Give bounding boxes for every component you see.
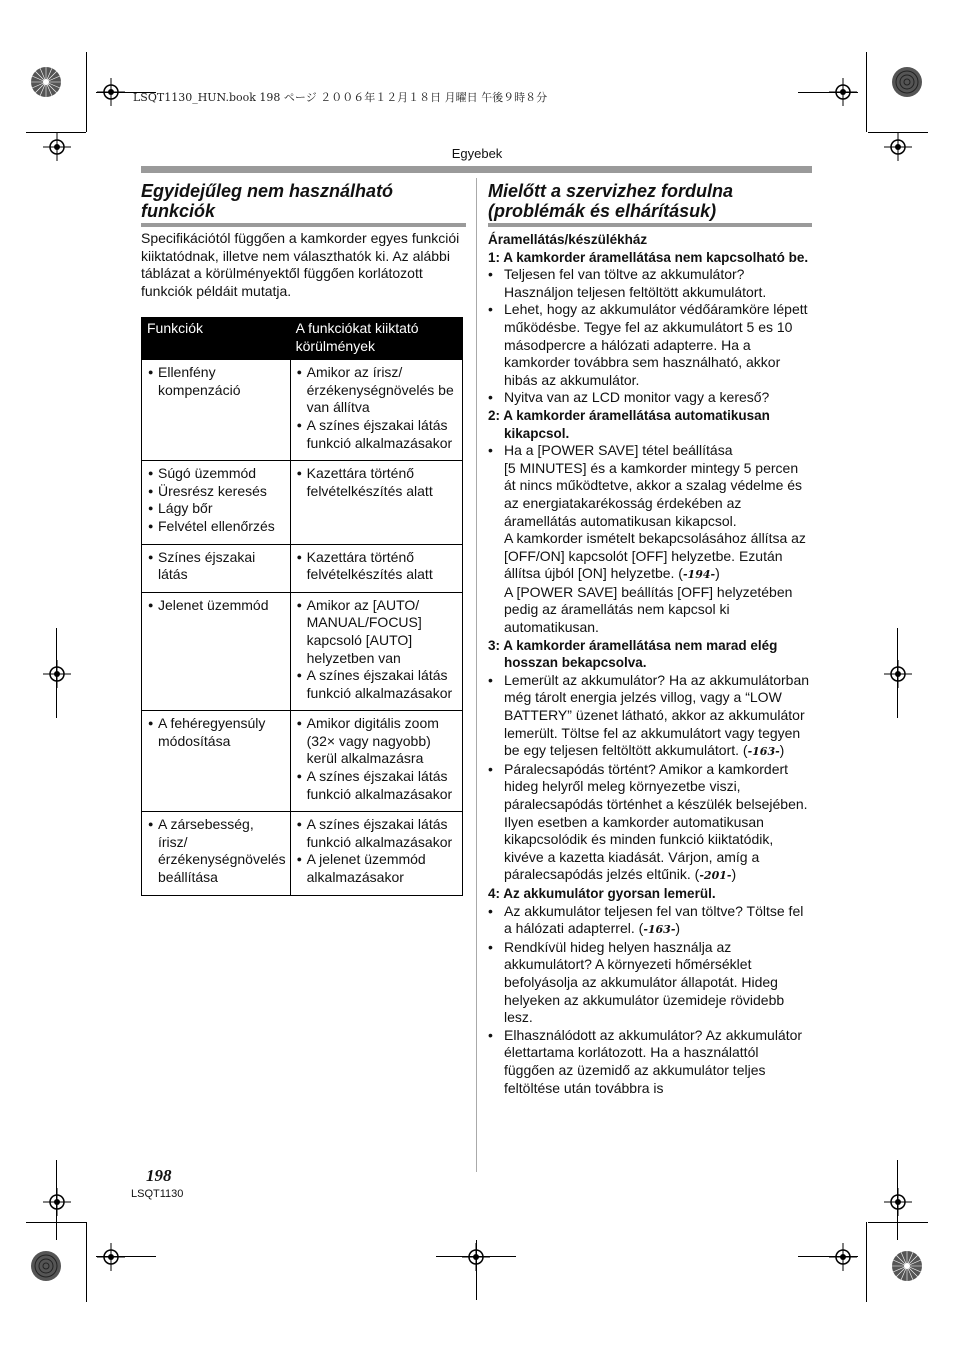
section-header: Egyebek (451, 146, 503, 161)
right-title-line: (problémák és elhárításuk) (488, 201, 717, 221)
bullet-continuation (488, 584, 812, 637)
crop-line (868, 1222, 928, 1223)
condition-item: ● Kazettára történő felvételkészítés alatt (297, 549, 458, 584)
problem-list (488, 249, 812, 1098)
crop-line (86, 1222, 87, 1302)
header-bar (141, 166, 812, 173)
right-title-line: Mielőtt a szervizhez fordulna (488, 181, 734, 201)
crop-line (866, 1222, 867, 1302)
item-text: Ha a [POWER SAVE] tétel beállítása (504, 442, 733, 459)
bullet-continuation (488, 530, 812, 584)
table-row (142, 592, 463, 711)
item-text-after: ) (731, 866, 737, 883)
page-reference: -194- (682, 568, 716, 582)
condition-item: ● A színes éjszakai látás funkció alkalmazásakor (297, 768, 458, 803)
page-reference: -163- (747, 745, 780, 759)
left-title-rule (141, 223, 466, 227)
rosette-mark-icon (30, 66, 62, 98)
right-title-rule (488, 223, 812, 227)
page-reference: -201- (699, 869, 732, 883)
registration-mark-icon (829, 78, 857, 106)
bullet-item (488, 939, 812, 1027)
table-row (142, 812, 463, 895)
registration-mark-icon (462, 1243, 490, 1271)
page-number: 198 (146, 1166, 172, 1185)
left-title-line: funkciók (141, 201, 216, 221)
functions-table (141, 317, 463, 896)
item-text: Elhasználódott az akkumulátor? Az akkumulátor élettartama korlátozott. Ha a használattól függően az üzemidő az akkumulátor teljes feltöltése után továbbra is (504, 1026, 803, 1096)
condition-item: ● A jelenet üzemmód alkalmazásakor (297, 851, 458, 886)
item-text-after: ) (779, 742, 785, 759)
registration-mark-icon (884, 1188, 912, 1216)
troubleshooting-list (488, 231, 812, 1097)
bullet-item (488, 903, 812, 939)
condition-item: ● Kazettára történő felvételkészítés alatt (297, 465, 458, 500)
item-text: Teljesen fel van töltve az akkumulátor? Használjon teljesen feltöltött akkumulátort. (504, 266, 767, 300)
item-text-after: ) (675, 920, 681, 937)
item-text: Lehet, hogy az akkumulátor védőáramköre lépett működésbe. Tegye fel az akkumulátort 5 es 10 másodpercre a hálózati adapterre. Ha a kamkorder továbbra sem használható, akkor hibás az akkumulátor. (504, 301, 808, 388)
function-item: ● Lágy bőr (148, 500, 286, 518)
function-cell (142, 711, 291, 812)
function-item: ● A zársebesség, írisz/ érzékenységnövelés beállítása (148, 816, 286, 886)
page-code: LSQT1130 (131, 1188, 184, 1200)
function-cell (142, 544, 291, 592)
function-cell (142, 461, 291, 544)
left-intro-text: Specifikációtól függően a kamkorder egyes funkciói kiiktatódnak, illetve nem választhatók ki. Az alábbi táblázat a körülményektől függően korlátozott funkciók példáit mutatja. (141, 230, 460, 299)
function-cell (142, 812, 291, 895)
item-text: Páralecsapódás történt? Amikor a kamkordert hideg helyről meleg környezetbe viszi, páralecsapódás történhet a készülék belsejében. Ilyen esetben a kamkorder automatikusan kikapcsolódik és minden funkció kiiktatódik, kivéve a kazetta kiadását. Várjon, amíg a páralecsapódás jelzés eltűnik. ( (504, 760, 808, 883)
bullet-item (488, 1027, 812, 1097)
item-text: Az akkumulátor teljesen fel van töltve? Töltse fel a hálózati adapterrel. ( (504, 902, 804, 937)
registration-mark-icon (97, 1243, 125, 1271)
left-section-title (141, 181, 471, 221)
condition-cell (290, 360, 462, 461)
condition-cell (290, 461, 462, 544)
print-info-line: LSQT1130_HUN.book 198 ページ ２００６年１２月１８日 月曜日 午後９時８分 (133, 91, 548, 104)
condition-item: ● A színes éjszakai látás funkció alkalmazásakor (297, 667, 458, 702)
item-text: Rendkívül hideg helyen használja az akkumulátort? A környezeti hőmérséklet befolyásolja az akkumulátor állapotát. Hideg helyeken az akkumulátor üzemideje rövidebb lesz. (504, 938, 785, 1026)
registration-mark-icon (97, 78, 125, 106)
table-row (142, 360, 463, 461)
condition-item: ● A színes éjszakai látás funkció alkalmazásakor (297, 417, 458, 452)
table-row (142, 544, 463, 592)
condition-cell (290, 711, 462, 812)
problem-heading: 1: A kamkorder áramellátása nem kapcsolható be. (488, 249, 809, 265)
function-item: ● A fehéregyensúly módosítása (148, 715, 286, 750)
registration-mark-icon (43, 1188, 71, 1216)
left-title-line: Egyidejűleg nem használható (141, 181, 394, 201)
bullet-item (488, 301, 812, 389)
item-text: A [POWER SAVE] beállítás [OFF] helyzetében pedig az áramellátás nem kapcsol ki automatikusan. (504, 583, 793, 636)
condition-item: ● Amikor digitális zoom (32× vagy nagyobb) kerül alkalmazásra (297, 715, 458, 768)
table-header-cell: Funkciók (142, 318, 291, 360)
table-body (142, 360, 463, 895)
column-divider (476, 178, 477, 1172)
condition-cell (290, 544, 462, 592)
right-section-title (488, 181, 818, 221)
function-item: ● Üresrész keresés (148, 483, 286, 501)
bullet-item (488, 761, 812, 885)
subsection-heading: Áramellátás/készülékház (488, 232, 648, 247)
item-text: Nyitva van az LCD monitor vagy a kereső? (504, 389, 770, 406)
bullet-continuation (488, 460, 812, 530)
item-text-after: ) (715, 565, 720, 582)
item-text: Lemerült az akkumulátor? Ha az akkumulátorban még tárolt energia jelzés villog, vagy a “LOW BATTERY” üzenet látható, akkor az akkumulátor lemerült. Töltse fel az akkumulátort vagy tegyen be egy teljesen feltöltött akkumulátort. ( (504, 671, 810, 759)
item-text: [5 MINUTES] és a kamkorder mintegy 5 percen át nincs működtetve, akkor a szalag védelme és az energiatakarékosság érdekében az áramellátás automatikusan kikapcsol. (504, 459, 803, 529)
registration-mark-icon (43, 660, 71, 688)
function-item: ● Súgó üzemmód (148, 465, 286, 483)
crop-line (86, 52, 87, 132)
condition-item: ● Amikor az írisz/ érzékenységnövelés be van állítva (297, 364, 458, 417)
table-row (142, 461, 463, 544)
function-item: ● Jelenet üzemmód (148, 597, 286, 615)
table-row (142, 711, 463, 812)
bullet-item (488, 266, 812, 301)
page-reference: -163- (643, 923, 676, 937)
registration-mark-icon (884, 660, 912, 688)
condition-cell (290, 812, 462, 895)
condition-item: ● Amikor az [AUTO/ MANUAL/FOCUS] kapcsoló [AUTO] helyzetben van (297, 597, 458, 667)
function-item: ● Ellenfény kompenzáció (148, 364, 286, 399)
problem-heading: 2: A kamkorder áramellátása automatikusan kikapcsol. (488, 407, 770, 441)
rosette-mark-icon (891, 1250, 923, 1282)
function-cell (142, 360, 291, 461)
bullet-item (488, 389, 812, 407)
crop-line (866, 52, 867, 132)
rosette-mark-icon (891, 66, 923, 98)
condition-cell (290, 592, 462, 711)
function-item: ● Felvétel ellenőrzés (148, 518, 286, 536)
rosette-mark-icon (30, 1250, 62, 1282)
item-text: A kamkorder ismételt bekapcsolásához állítsa az [OFF/ON] kapcsolót [OFF] helyzetbe. Ezután állítsa újból [ON] helyzetbe. ( (504, 530, 806, 582)
function-cell (142, 592, 291, 711)
function-item: ● Színes éjszakai látás (148, 549, 286, 584)
condition-item: ● A színes éjszakai látás funkció alkalmazásakor (297, 816, 458, 851)
table-header-cell: A funkciókat kiiktató körülmények (290, 318, 462, 360)
bullet-item (488, 672, 812, 761)
problem-heading: 4: Az akkumulátor gyorsan lemerül. (488, 885, 716, 901)
registration-mark-icon (829, 1243, 857, 1271)
bullet-item (488, 442, 812, 460)
table-header-row (142, 318, 463, 360)
problem-heading: 3: A kamkorder áramellátása nem marad elég hosszan bekapcsolva. (488, 637, 778, 671)
